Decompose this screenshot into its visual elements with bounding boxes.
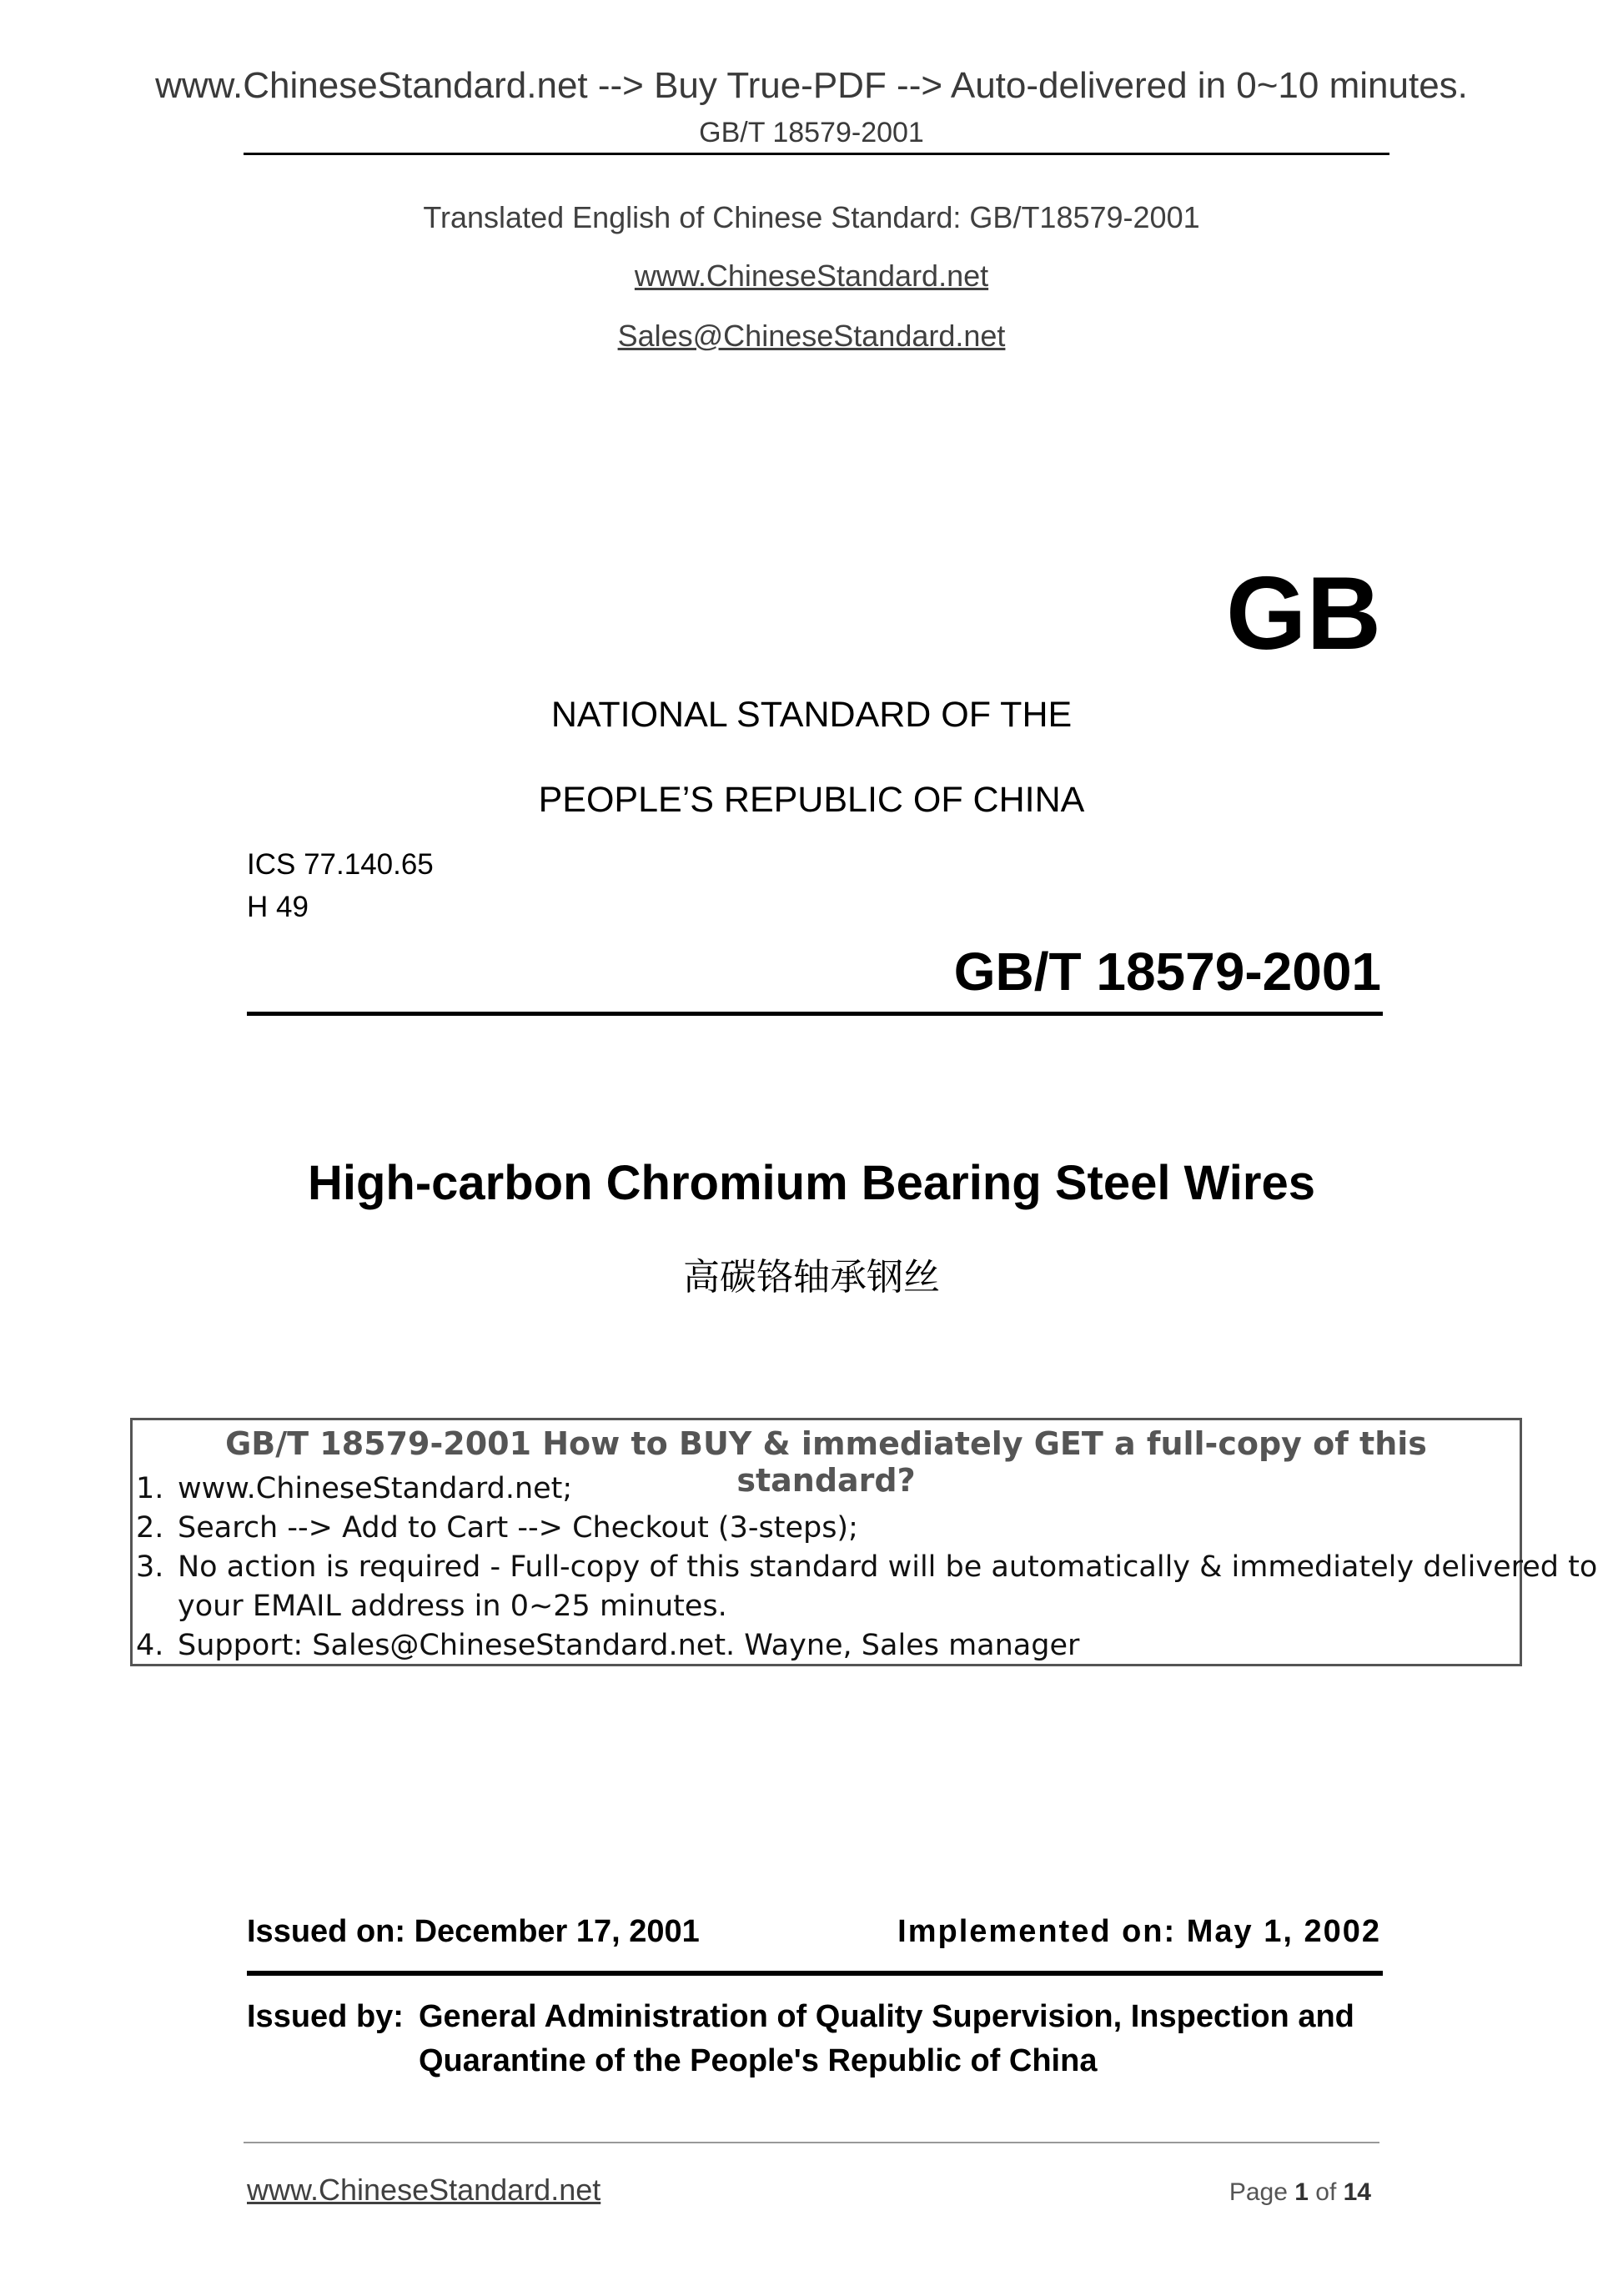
issuance-divider (247, 1971, 1383, 1976)
purchase-step (136, 1472, 572, 1505)
step-text: No action is required - Full-copy of this standard will be automatically & immediately delivered to (178, 1550, 1598, 1584)
sales-email-link[interactable]: Sales@ChineseStandard.net (617, 319, 1006, 353)
step-text: Support: Sales@ChineseStandard.net. Wayne, Sales manager (178, 1629, 1080, 1662)
running-header-code: GB/T 18579-2001 (699, 117, 924, 148)
issued-on-date: Issued on: December 17, 2001 (247, 1914, 700, 1949)
national-standard-line-1: NATIONAL STANDARD OF THE (550, 695, 1073, 735)
page-of: of (1308, 2178, 1344, 2206)
footer-divider (244, 2142, 1379, 2143)
page-number (1229, 2178, 1371, 2207)
standard-code: GB/T 18579-2001 (953, 942, 1381, 1002)
document-title-english: High-carbon Chromium Bearing Steel Wires (307, 1156, 1315, 1210)
total-pages: 14 (1343, 2178, 1371, 2206)
step-text: Search --> Add to Cart --> Checkout (3-steps); (178, 1511, 858, 1545)
purchase-step (136, 1629, 1079, 1662)
national-standard-line-2: PEOPLE’S REPUBLIC OF CHINA (538, 780, 1085, 820)
code-divider (247, 1012, 1383, 1016)
top-banner: www.ChineseStandard.net --> Buy True-PDF --> Auto-delivered in 0~10 minutes. (155, 65, 1468, 106)
ccs-code: H 49 (247, 891, 309, 923)
step-number: 1. (136, 1472, 164, 1505)
website-link[interactable]: www.ChineseStandard.net (634, 259, 989, 293)
step-number: 4. (136, 1629, 164, 1662)
gb-logo-mark: GB (1226, 556, 1381, 671)
implemented-on-date: Implemented on: May 1, 2002 (897, 1914, 1381, 1949)
step-text: your EMAIL address in 0~25 minutes. (178, 1590, 727, 1623)
footer-website-link[interactable]: www.ChineseStandard.net (247, 2173, 601, 2207)
step-text: www.ChineseStandard.net; (178, 1472, 573, 1505)
translation-note: Translated English of Chinese Standard: GB/T18579-2001 (423, 200, 1200, 234)
ics-code: ICS 77.140.65 (247, 848, 434, 881)
issuing-authority-line-1: General Administration of Quality Supervision, Inspection and (419, 1999, 1354, 2034)
purchase-box-title: GB/T 18579-2001 How to BUY & immediately GET a full-copy of this standard? (225, 1425, 1427, 1499)
step-number: 3. (136, 1550, 164, 1584)
issuing-authority-line-2: Quarantine of the People's Republic of China (419, 2043, 1098, 2078)
purchase-step-continuation (136, 1590, 727, 1623)
purchase-step (136, 1511, 858, 1545)
current-page: 1 (1294, 2178, 1309, 2206)
step-number: 2. (136, 1511, 164, 1545)
document-title-chinese: 高碳铬轴承钢丝 (683, 1256, 940, 1299)
purchase-info-box (130, 1418, 1598, 1666)
page-prefix: Page (1229, 2178, 1295, 2206)
issued-by-label: Issued by: (247, 1999, 404, 2034)
header-divider (244, 153, 1389, 155)
purchase-step (136, 1550, 1597, 1584)
